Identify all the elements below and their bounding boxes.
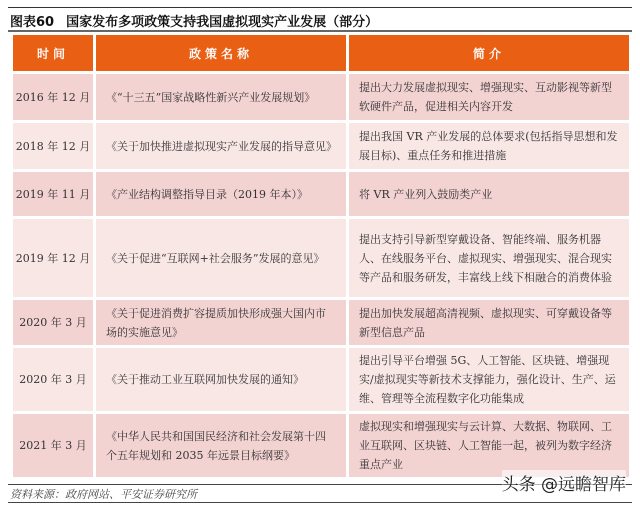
bottom-rule	[8, 502, 632, 503]
cell-date: 2016 年 12 月	[13, 74, 93, 120]
cell-desc: 提出引导平台增强 5G、人工智能、区块链、增强现实/虚拟现实等新技术支撑能力，强化设计、生产、运维、管理等全流程数字化功能集成	[349, 348, 629, 411]
header-policy-name: 政策名称	[96, 35, 346, 71]
table-row	[13, 123, 629, 169]
cell-desc: 提出大力发展虚拟现实、增强现实、互动影视等新型软硬件产品，促进相关内容开发	[349, 74, 629, 120]
cell-name: 《关于促进消费扩容提质加快形成强大国内市场的实施意见》	[96, 300, 346, 345]
table-row	[13, 414, 629, 477]
cell-desc: 提出支持引导新型穿戴设备、智能终端、服务机器人、在线服务平台、虚拟现实、增强现实、混合现实等产品和服务研发，丰富线上线下相融合的消费体验	[349, 219, 629, 297]
cell-name: 《中华人民共和国国民经济和社会发展第十四个五年规划和 2035 年远景目标纲要》	[96, 414, 346, 477]
cell-name: 《关于促进“互联网+社会服务”发展的意见》	[96, 219, 346, 297]
cell-name: 《关于推动工业互联网加快发展的通知》	[96, 348, 346, 411]
header-summary: 简介	[349, 35, 629, 71]
cell-desc: 提出加快发展超高清视频、虚拟现实、可穿戴设备等新型信息产品	[349, 300, 629, 345]
watermark: 头条 @远瞻智库	[502, 470, 626, 495]
cell-date: 2019 年 11 月	[13, 172, 93, 216]
cell-date: 2020 年 3 月	[13, 300, 93, 345]
cell-date: 2021 年 3 月	[13, 414, 93, 477]
table-row	[13, 172, 629, 216]
cell-date: 2018 年 12 月	[13, 123, 93, 169]
cell-name: 《“十三五”国家战略性新兴产业发展规划》	[96, 74, 346, 120]
cell-name: 《关于加快推进虚拟现实产业发展的指导意见》	[96, 123, 346, 169]
cell-date: 2020 年 3 月	[13, 348, 93, 411]
cell-date: 2019 年 12 月	[13, 219, 93, 297]
table-row	[13, 74, 629, 120]
figure-title-text: 国家发布多项政策支持我国虚拟现实产业发展（部分）	[66, 15, 379, 30]
policy-table	[10, 32, 632, 480]
cell-name: 《产业结构调整指导目录（2019 年本）》	[96, 172, 346, 216]
cell-desc: 虚拟现实和增强现实与云计算、大数据、物联网、工业互联网、区块链、人工智能一起，被列为数字经济重点产业	[349, 414, 629, 477]
cell-desc: 将 VR 产业列入鼓励类产业	[349, 172, 629, 216]
figure-title	[10, 11, 378, 30]
table-header	[13, 35, 629, 71]
top-rule	[8, 7, 632, 8]
header-time: 时间	[13, 35, 93, 71]
table-row	[13, 219, 629, 297]
source-note: 资料来源：政府网站、平安证券研究所	[10, 488, 197, 501]
cell-desc: 提出我国 VR 产业发展的总体要求(包括指导思想和发展目标)、重点任务和推进措施	[349, 123, 629, 169]
table-row	[13, 300, 629, 345]
table-row	[13, 348, 629, 411]
figure-number: 图表60	[10, 15, 55, 30]
